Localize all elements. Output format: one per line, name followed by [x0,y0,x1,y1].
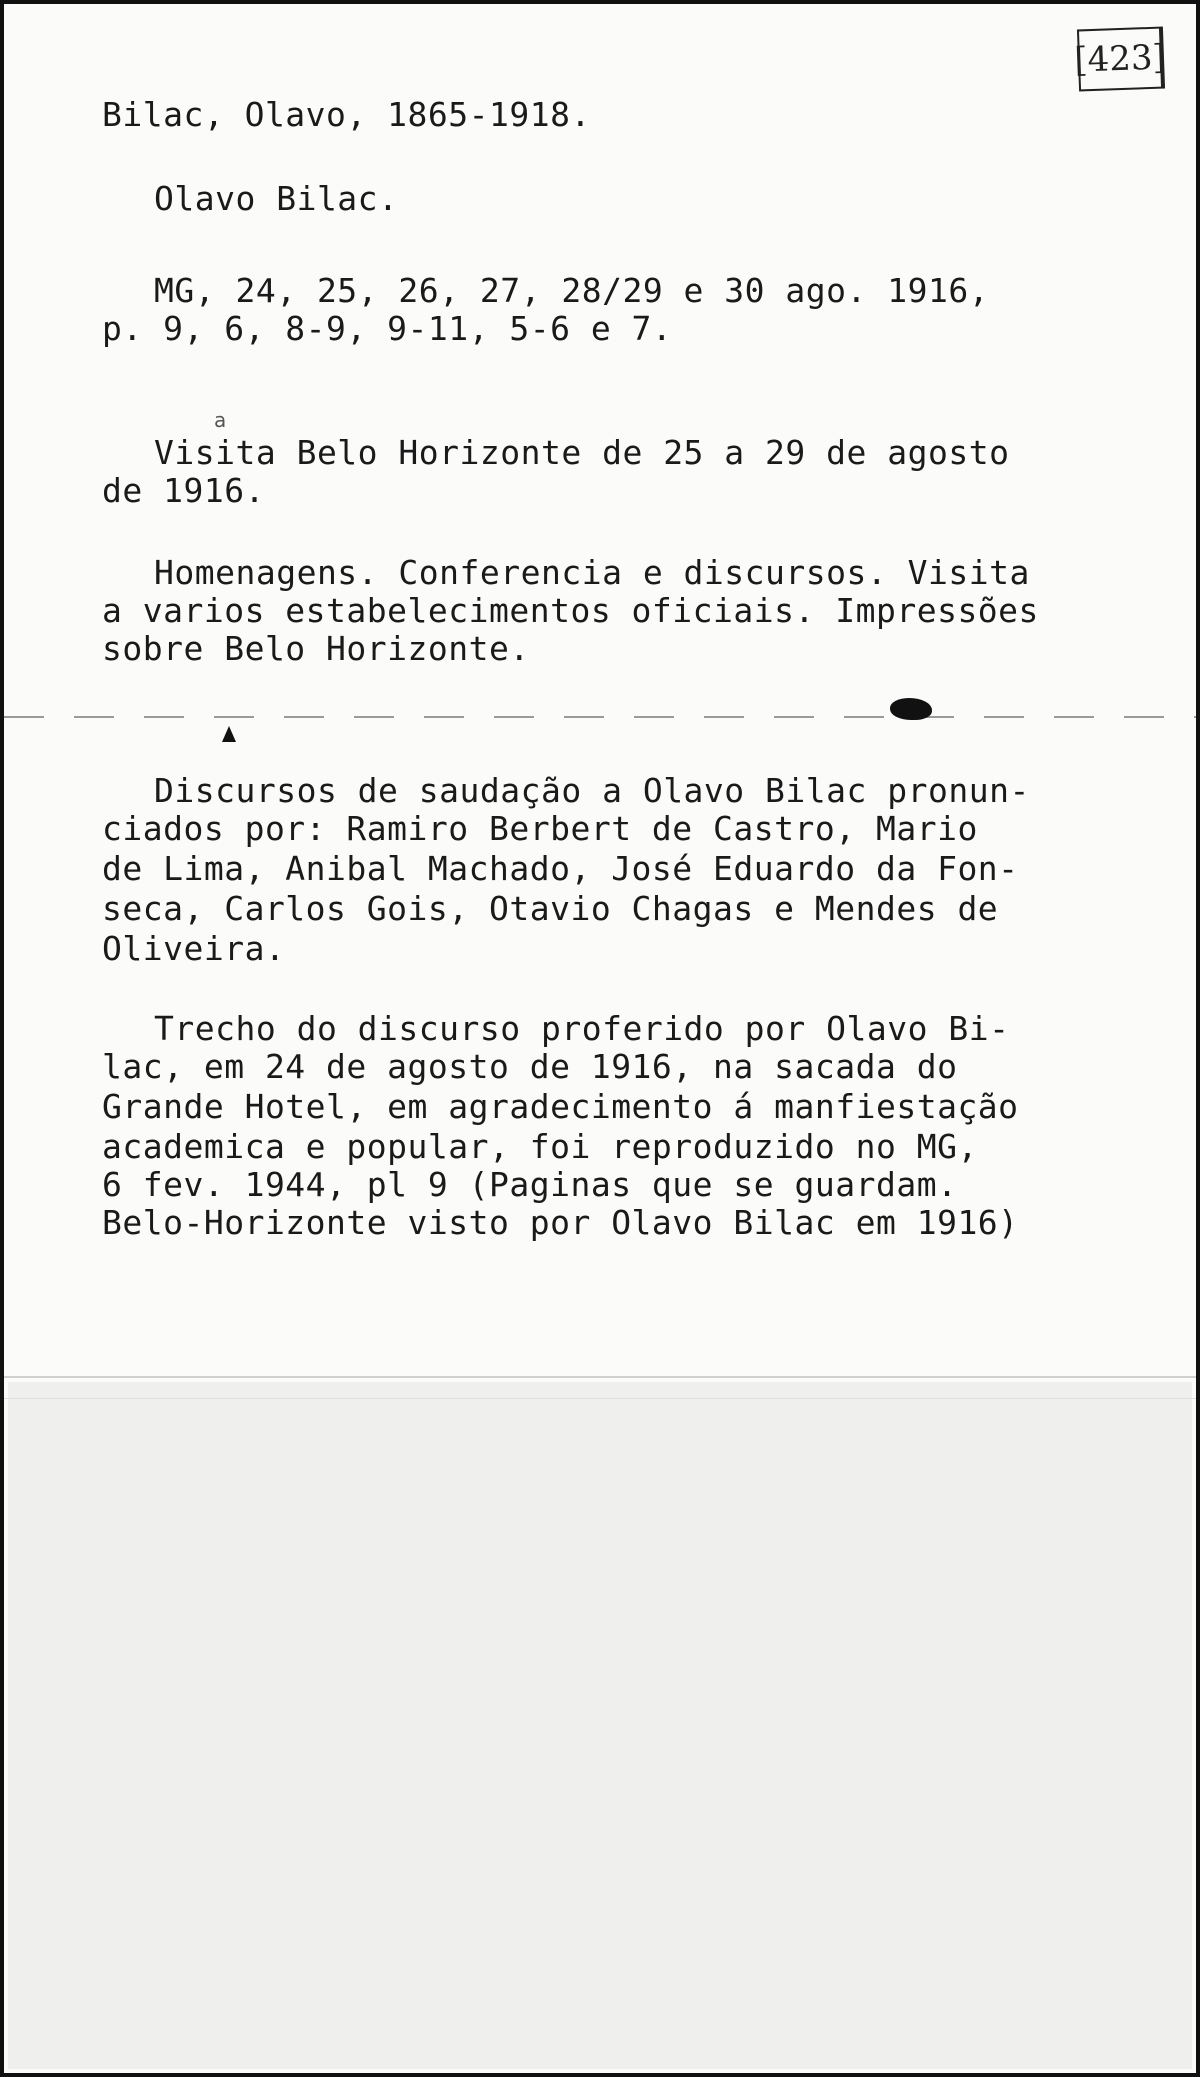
pencil-annotation: a [214,408,227,432]
card-lower-panel [8,1382,1192,2069]
excerpt-line-3: Grande Hotel, em agradecimento á manfiestação [102,1087,1019,1126]
fold-line-shadow [4,1398,1196,1399]
speeches-line-4: seca, Carlos Gois, Otavio Chagas e Mendes de [102,889,999,928]
speeches-line-5: Oliveira. [102,929,286,968]
ink-mark [222,726,236,742]
excerpt-line-4: academica e popular, foi reproduzido no MG, [102,1127,978,1166]
speeches-line-1: Discursos de saudação a Olavo Bilac pronun- [154,771,1030,810]
excerpt-line-2: lac, em 24 de agosto de 1916, na sacada do [102,1047,958,1086]
excerpt-line-1: Trecho do discurso proferido por Olavo Bi- [154,1009,1010,1048]
heading: Bilac, Olavo, 1865-1918. [102,95,591,134]
excerpt-line-6: Belo-Horizonte visto por Olavo Bilac em 1916) [102,1203,1019,1242]
fold-line-lower [4,1376,1196,1378]
fold-line [4,716,1196,718]
title: Olavo Bilac. [154,179,399,218]
subjects-line-1: Homenagens. Conferencia e discursos. Visita [154,553,1030,592]
excerpt-line-5: 6 fev. 1944, pl 9 (Paginas que se guardam. [102,1165,958,1204]
subjects-line-3: sobre Belo Horizonte. [102,629,530,668]
citation-line-1: MG, 24, 25, 26, 27, 28/29 e 30 ago. 1916, [154,271,990,310]
visit-line-1: Visita Belo Horizonte de 25 a 29 de agosto [154,433,1010,472]
subjects-line-2: a varios estabelecimentos oficiais. Impressões [102,591,1039,630]
citation-line-2: p. 9, 6, 8-9, 9-11, 5-6 e 7. [102,309,673,348]
speeches-line-3: de Lima, Anibal Machado, José Eduardo da Fon- [102,849,1019,888]
visit-line-2: de 1916. [102,471,265,510]
speeches-line-2: ciados por: Ramiro Berbert de Castro, Mario [102,809,978,848]
call-number-stamp: [423] [1077,27,1165,92]
ink-blot [890,698,932,720]
